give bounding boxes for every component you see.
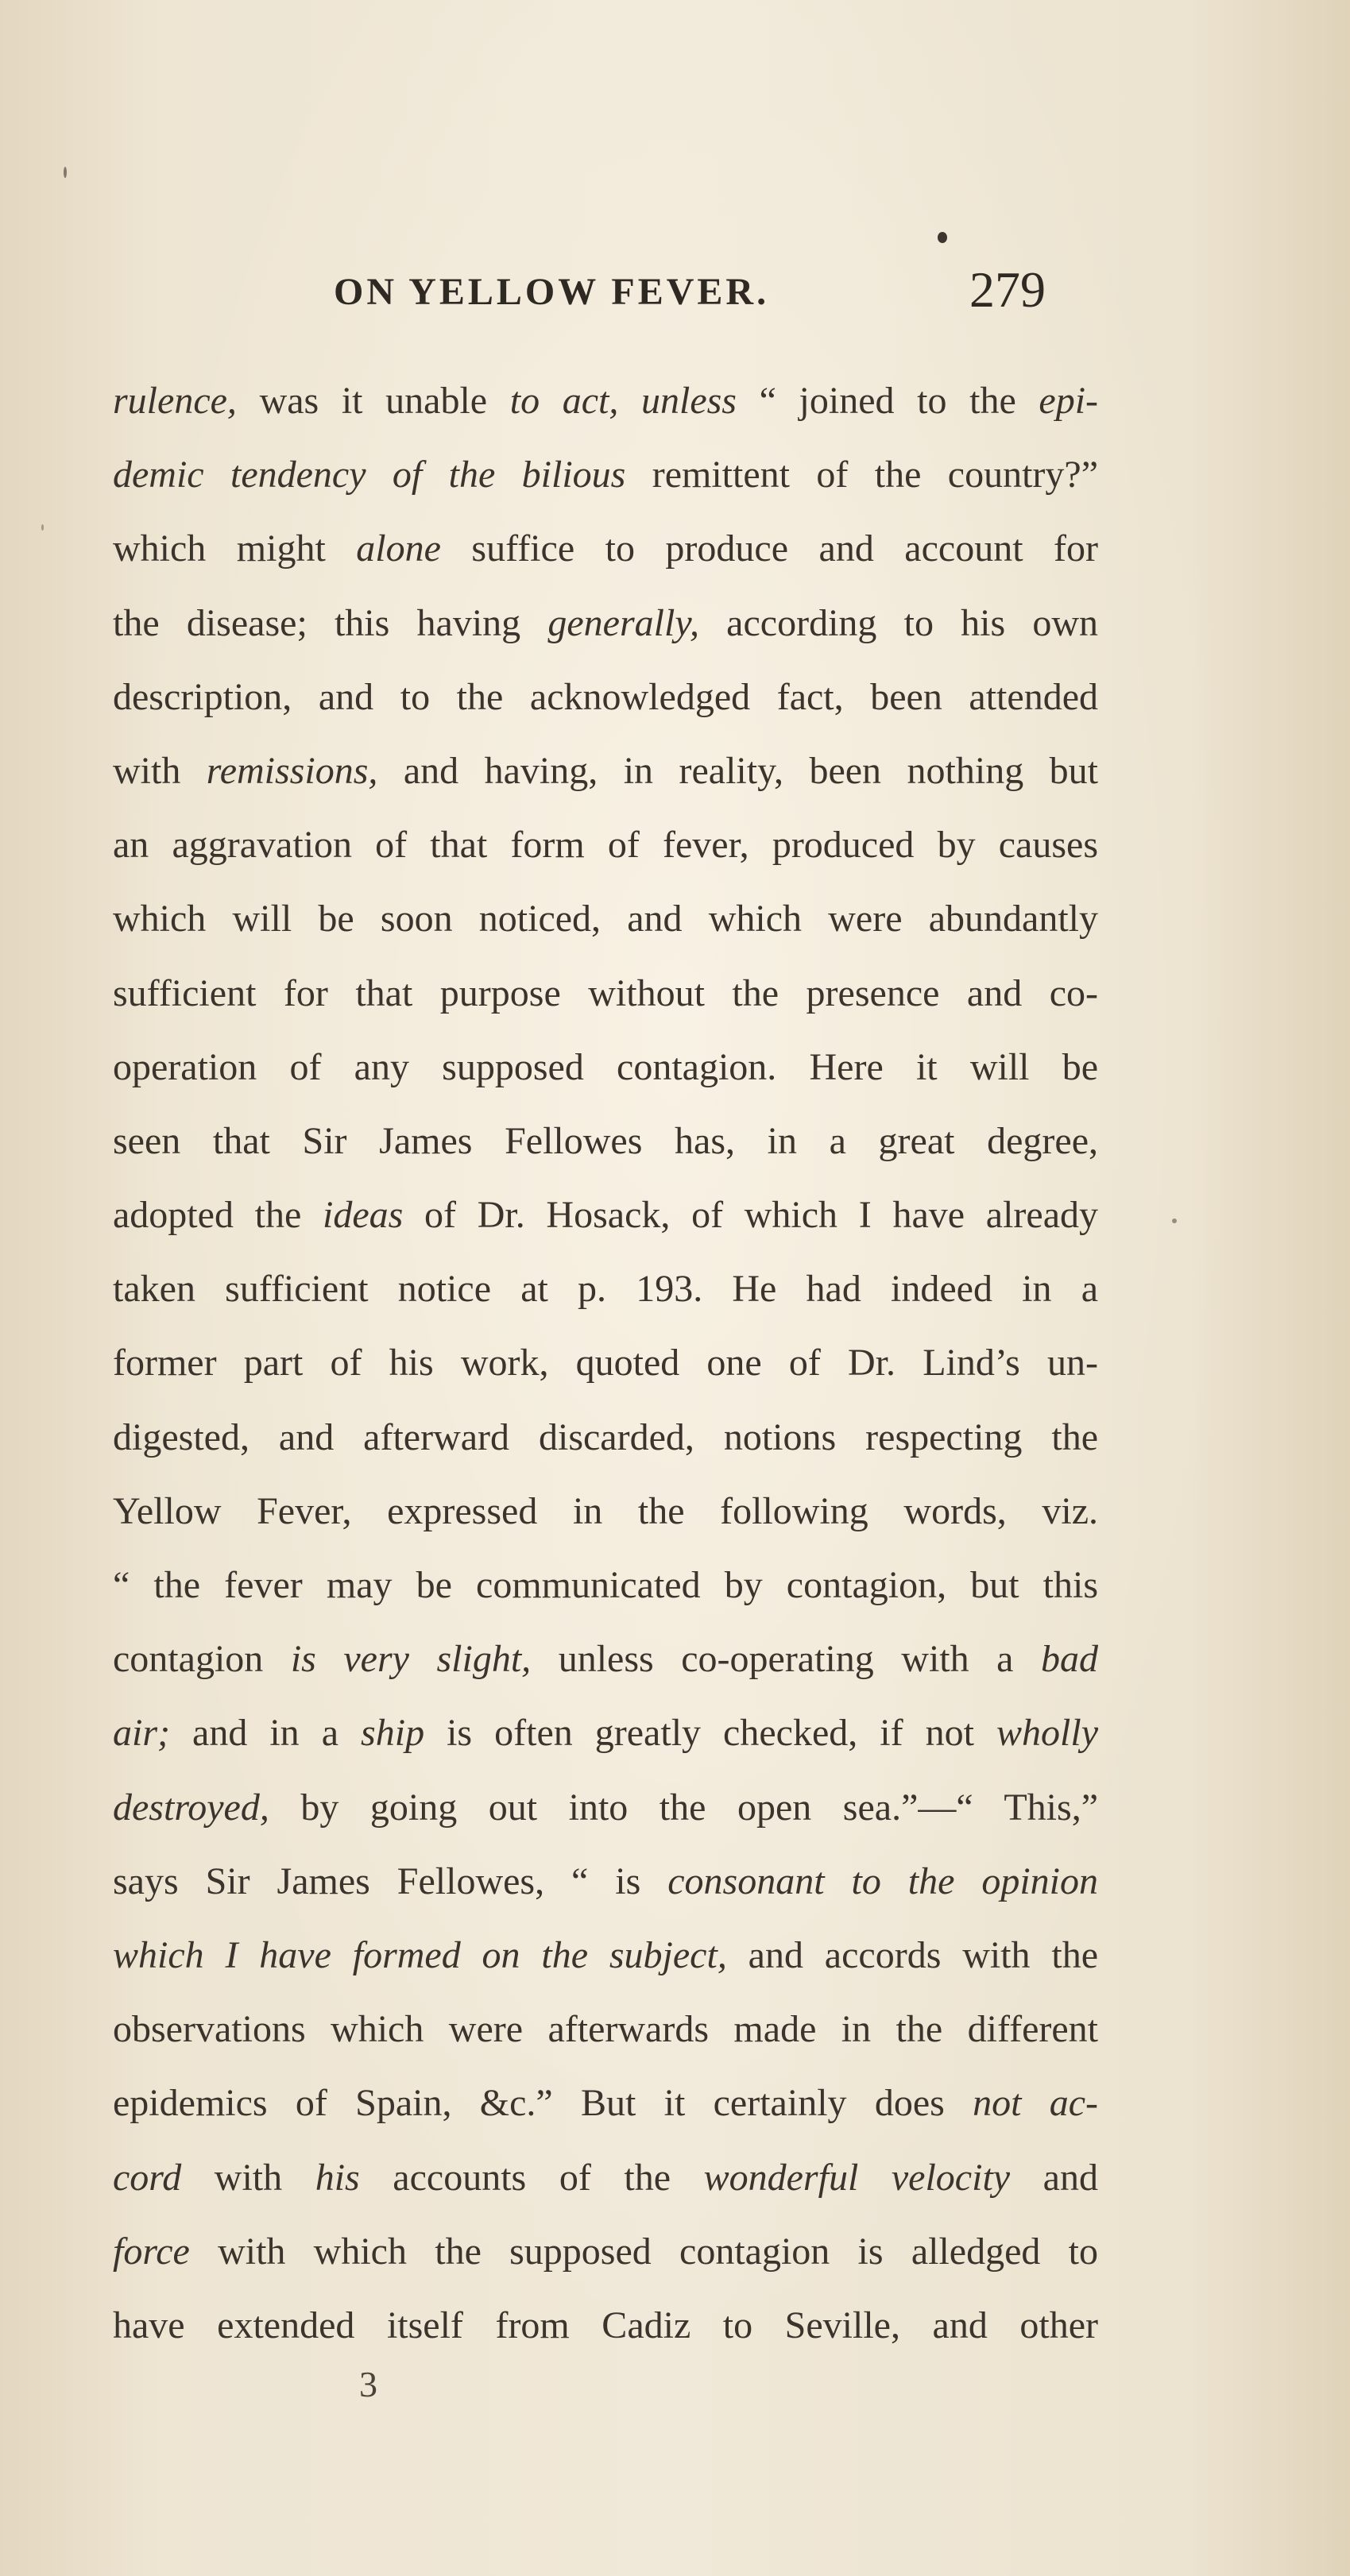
text-run: with — [113, 749, 207, 792]
text-line — [113, 1104, 1098, 1178]
ink-speck — [64, 167, 67, 178]
text-line — [113, 1771, 1098, 1844]
italic-text: destroyed, — [113, 1786, 269, 1829]
text-run: suffice to produce and account for — [440, 527, 1098, 570]
text-line — [113, 586, 1098, 660]
text-line — [113, 1622, 1098, 1696]
text-run: observations which were afterwards made in the different — [113, 2008, 1098, 2051]
italic-text: force — [113, 2230, 190, 2273]
text-run: which might — [113, 527, 357, 570]
italic-text: cord — [113, 2156, 182, 2199]
text-run: operation of any supposed contagion. Here it will be — [113, 1045, 1098, 1088]
italic-text: air; — [113, 1712, 170, 1755]
text-line — [113, 2288, 1098, 2362]
text-run: and accords with the — [726, 1933, 1099, 1976]
text-run: says Sir James Fellowes, “ is — [113, 1860, 668, 1902]
text-line — [113, 438, 1098, 512]
body-text — [113, 364, 1098, 2362]
text-line — [113, 364, 1098, 438]
text-run: seen that Sir James Fellowes has, in a great degree, — [113, 1119, 1098, 1162]
text-line — [113, 882, 1098, 956]
text-line — [113, 1844, 1098, 1918]
text-run: former part of his work, quoted one of Dr. Lind’s un- — [113, 1342, 1098, 1385]
text-run: an aggravation of that form of fever, produced by causes — [113, 824, 1098, 867]
text-run: accounts of the — [359, 2156, 704, 2199]
text-run: “ the fever may be communicated by contagion, but this — [113, 1564, 1098, 1606]
text-line — [113, 1474, 1098, 1548]
italic-text: wonderful velocity — [703, 2156, 1011, 2199]
text-run: Yellow Fever, expressed in the following words, viz. — [113, 1489, 1098, 1532]
text-run: description, and to the acknowledged fact, been attended — [113, 675, 1098, 718]
text-run: contagion — [113, 1638, 291, 1681]
italic-text: bad — [1041, 1638, 1099, 1681]
italic-text: which I have formed on the subject, — [113, 1933, 727, 1976]
text-run: “ joined to the — [736, 380, 1039, 422]
ink-speck — [1172, 1218, 1177, 1223]
italic-text: rulence, — [113, 380, 237, 422]
text-line — [113, 2066, 1098, 2140]
page-number: 279 — [969, 261, 1046, 318]
text-run: adopted the — [113, 1194, 323, 1237]
text-line — [113, 956, 1098, 1030]
text-run: with — [181, 2156, 315, 2199]
text-run: by going out into the open sea.”—“ This,” — [269, 1786, 1098, 1829]
text-line — [113, 2141, 1098, 2215]
text-run: according to his own — [698, 601, 1099, 644]
text-line — [113, 734, 1098, 808]
signature-mark: 3 — [359, 2364, 377, 2404]
text-run: remittent of the country?” — [625, 454, 1098, 496]
italic-text: wholly — [996, 1712, 1099, 1755]
italic-text: his — [315, 2156, 360, 2199]
italic-text: alone — [356, 527, 441, 570]
ink-speck — [938, 232, 947, 243]
running-head: ON YELLOW FEVER. — [334, 271, 770, 313]
italic-text: generally, — [547, 601, 699, 644]
text-line — [113, 1696, 1098, 1770]
text-line — [113, 1918, 1098, 1992]
text-run: digested, and afterward discarded, notions respecting the — [113, 1415, 1098, 1458]
text-line — [113, 1548, 1098, 1622]
italic-text: demic tendency of the bilious — [113, 454, 626, 496]
text-run: which will be soon noticed, and which were abundantly — [113, 898, 1098, 940]
text-line — [113, 808, 1098, 882]
italic-text: not ac- — [973, 2082, 1099, 2125]
text-line — [113, 1178, 1098, 1252]
italic-text: is very slight, — [290, 1638, 532, 1681]
text-run: have extended itself from Cadiz to Seville, and other — [113, 2304, 1098, 2346]
text-run: taken sufficient notice at p. 193. He had indeed in a — [113, 1268, 1098, 1311]
italic-text: ship — [361, 1712, 425, 1755]
italic-text: remissions, — [206, 749, 378, 792]
text-line — [113, 1030, 1098, 1104]
text-run: with which the supposed contagion is alledged to — [189, 2230, 1098, 2273]
text-line — [113, 1252, 1098, 1326]
text-line — [113, 1992, 1098, 2066]
text-line — [113, 1400, 1098, 1474]
text-run: unless co-operating with a — [531, 1638, 1042, 1681]
text-line — [113, 1326, 1098, 1400]
text-line — [113, 660, 1098, 734]
text-run: and having, in reality, been nothing but — [377, 749, 1098, 792]
italic-text: to act, — [509, 380, 619, 422]
text-run: and in a — [170, 1712, 362, 1755]
text-run: is often greatly checked, if not — [424, 1712, 997, 1755]
text-line — [113, 512, 1098, 585]
ink-speck — [41, 524, 44, 531]
italic-text: epi- — [1039, 380, 1099, 422]
text-run: sufficient for that purpose without the presence and co- — [113, 971, 1098, 1014]
text-line — [113, 2215, 1098, 2288]
text-run: of Dr. Hosack, of which I have already — [403, 1194, 1098, 1237]
italic-text: ideas — [323, 1194, 404, 1237]
text-run: was it unable — [236, 380, 510, 422]
text-run: the disease; this having — [113, 601, 548, 644]
text-run: and — [1010, 2156, 1098, 2199]
text-run: epidemics of Spain, &c.” But it certainly does — [113, 2082, 973, 2125]
italic-text: unless — [640, 380, 737, 422]
text-run — [618, 380, 641, 422]
italic-text: consonant to the opinion — [667, 1860, 1099, 1902]
